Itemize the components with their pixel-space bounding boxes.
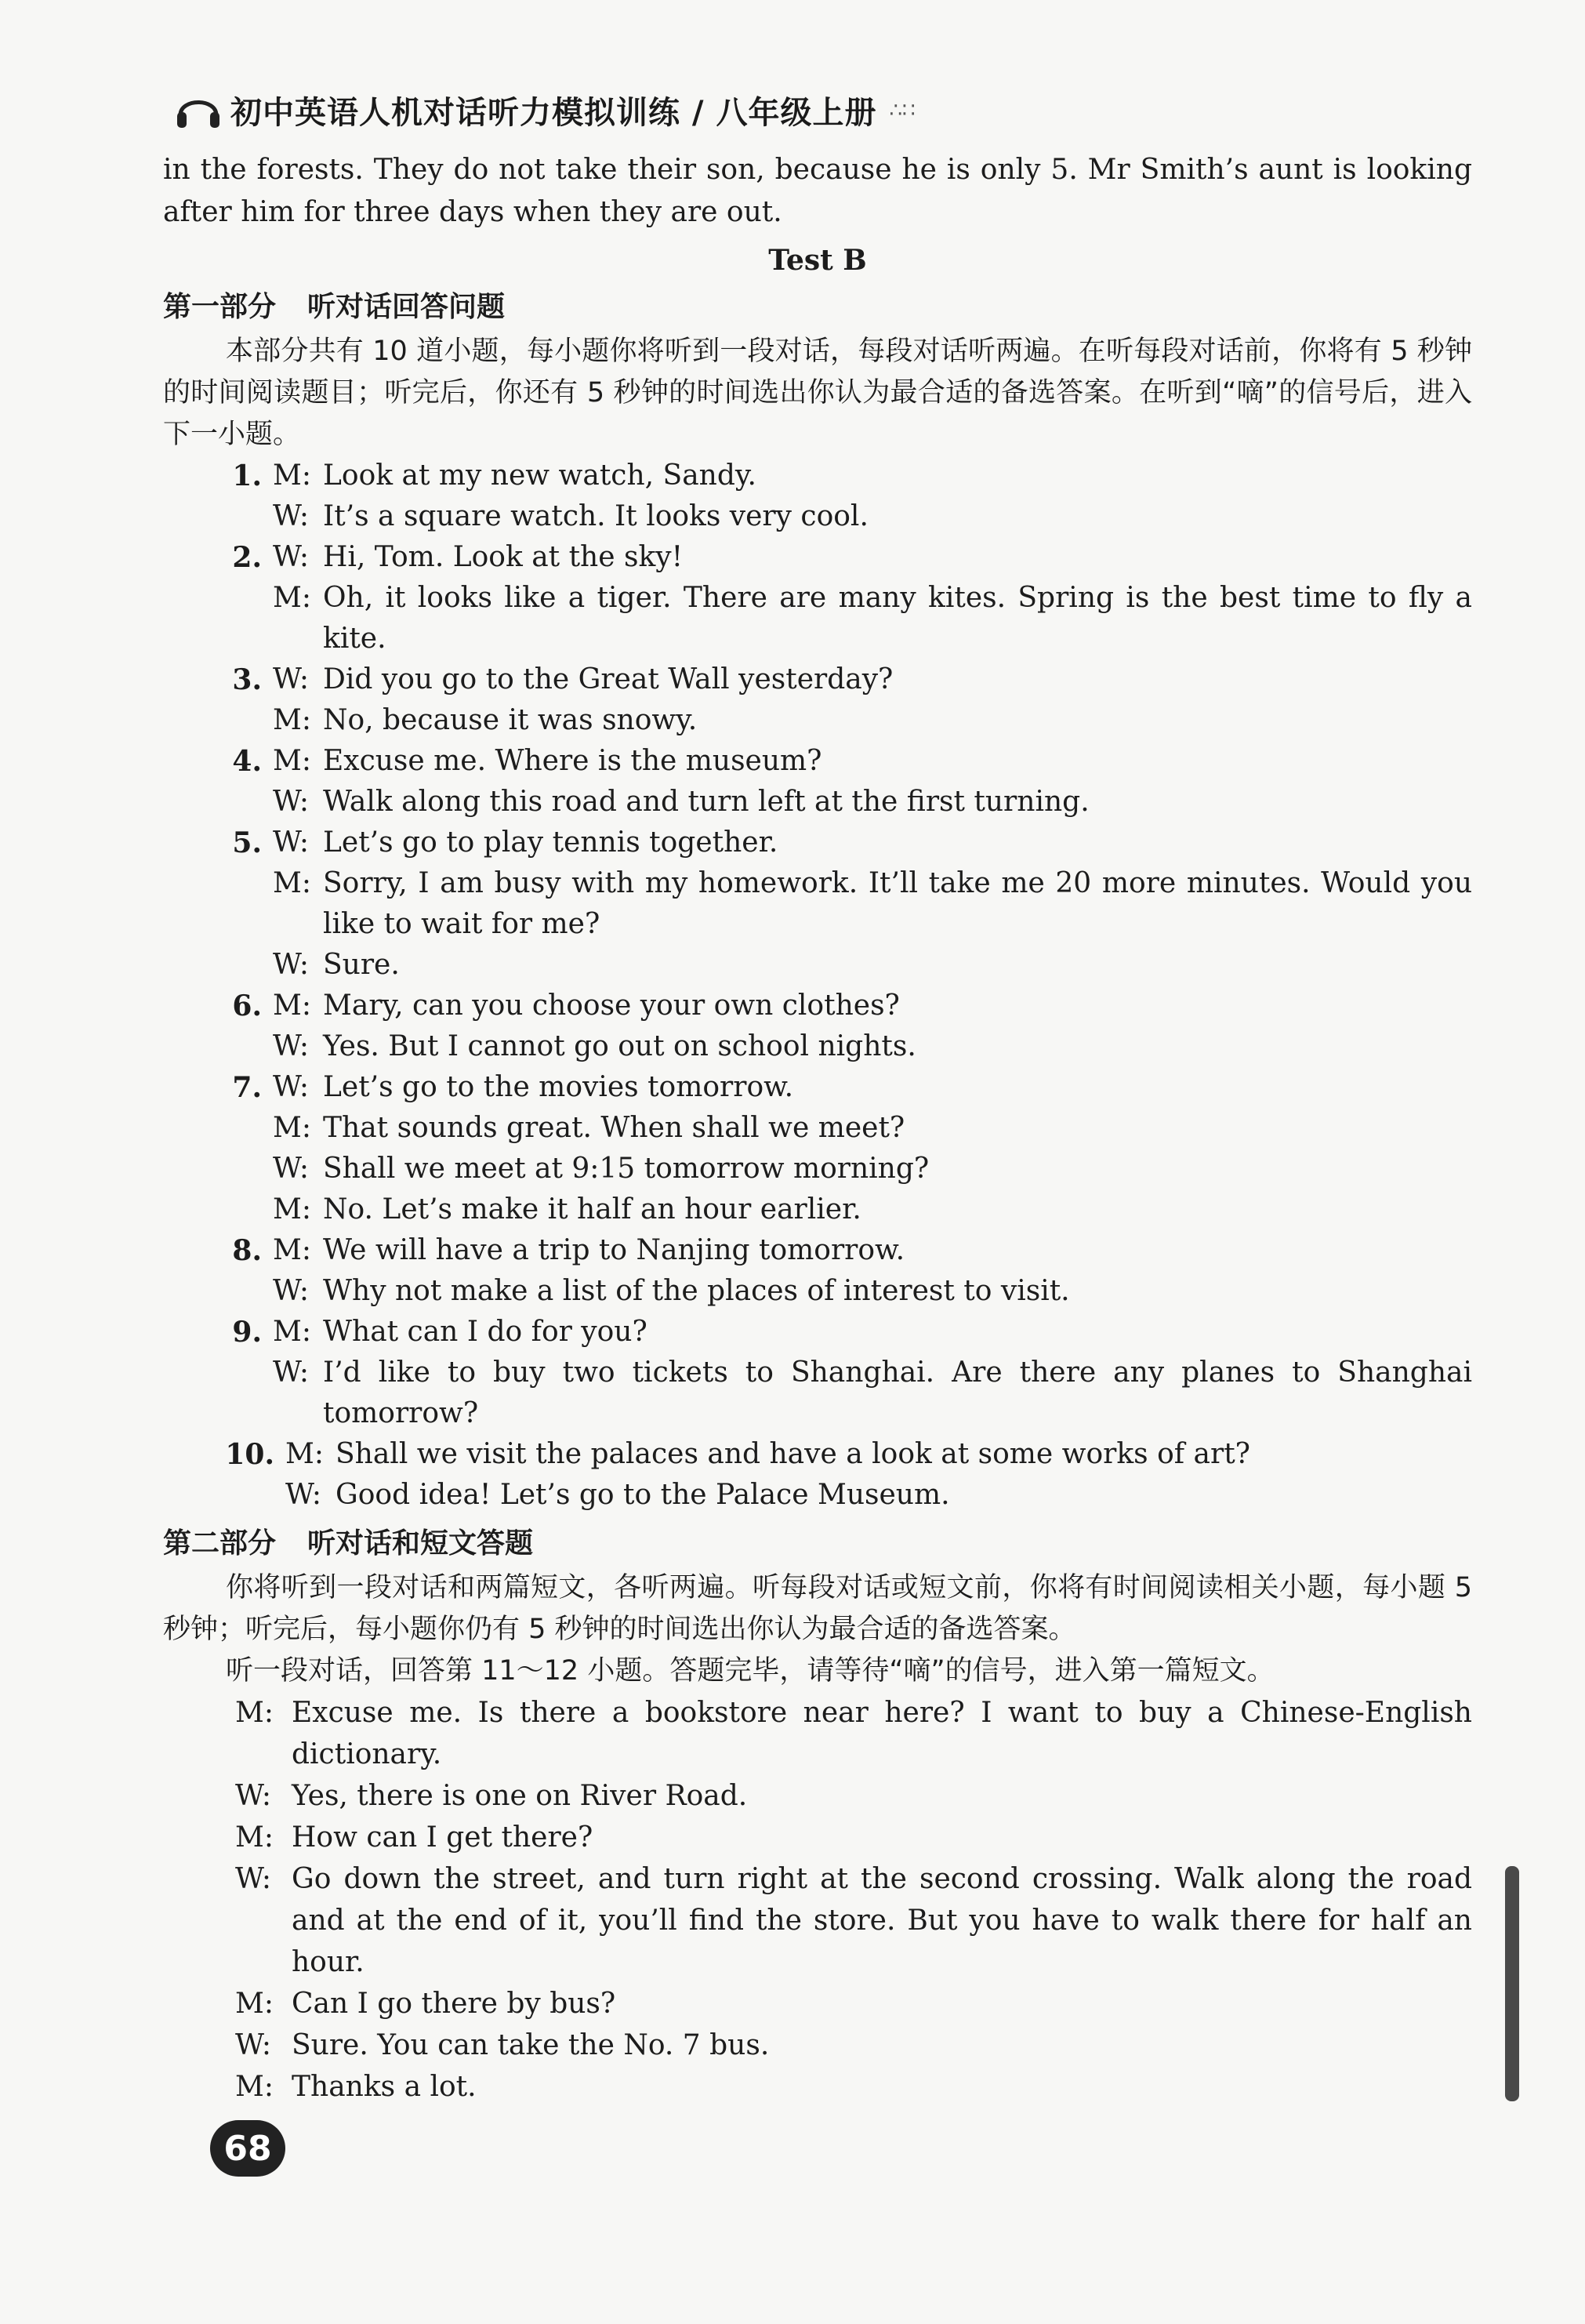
speaker-label: M: [273, 582, 311, 614]
question-number: 8. [232, 1234, 262, 1267]
book-title: 初中英语人机对话听力模拟训练 / 八年级上册 [230, 95, 877, 131]
utterance-text: Sorry, I am busy with my homework. It’ll take me 20 more minutes. Would you like to wait for me? [323, 867, 1472, 940]
dialogue-line [235, 2066, 1472, 2108]
utterance-text: How can I get there? [292, 1821, 593, 1854]
utterance-text: Shall we meet at 9:15 tomorrow morning? [323, 1153, 930, 1185]
utterance-text: It’s a square watch. It looks very cool. [323, 500, 869, 532]
part1-heading [163, 285, 1472, 329]
headphones-icon [174, 89, 223, 133]
dialogue-line [273, 456, 1472, 496]
dialogue-lines [273, 986, 1472, 1067]
dialogue-line [235, 2024, 1472, 2066]
utterance-text: Excuse me. Where is the museum? [323, 745, 822, 777]
part2-sub-instruction: 听一段对话，回答第 11～12 小题。答题完毕，请等待“嘀”的信号，进入第一篇短文。 [226, 1655, 1275, 1687]
dialogue-line [235, 1817, 1472, 1858]
question-number: 9. [232, 1316, 262, 1349]
dialogue-lines [273, 1312, 1472, 1434]
dialogue-line [285, 1475, 1472, 1516]
utterance-text: Oh, it looks like a tiger. There are many kites. Spring is the best time to fly a kite. [323, 582, 1472, 655]
dialogue-lines [273, 1230, 1472, 1312]
dialogue-line [273, 1026, 1472, 1067]
speaker-label: W: [273, 1275, 310, 1307]
utterance-text: Go down the street, and turn right at the second crossing. Walk along the road and at the end of it, you’ll find the store. But you have to walk there for half an hour. [292, 1863, 1472, 1978]
dialogue-line [273, 578, 1472, 659]
dialogue-lines [273, 1067, 1472, 1230]
page-edge-mark [1505, 1866, 1519, 2101]
dialogue-line [273, 1149, 1472, 1189]
dialogue-lines [273, 537, 1472, 659]
dialogue-line [235, 1692, 1472, 1775]
dialogue-line [235, 1775, 1472, 1817]
dialogue-lines [273, 741, 1472, 822]
dialogue-line [273, 1189, 1472, 1230]
speaker-label: W: [273, 949, 310, 981]
speaker-label: M: [235, 1821, 274, 1854]
utterance-text: Did you go to the Great Wall yesterday? [323, 663, 894, 695]
utterance-text: Hi, Tom. Look at the sky! [323, 541, 684, 573]
utterance-text: Walk along this road and turn left at the first turning. [323, 786, 1090, 818]
speaker-label: M: [235, 2071, 274, 2103]
question-item [163, 456, 1472, 537]
dialogue-line [273, 537, 1472, 578]
part2-instructions: 你将听到一段对话和两篇短文，各听两遍。听每段对话或短文前，你将有时间阅读相关小题，每小题 5 秒钟；听完后，每小题你仍有 5 秒钟的时间选出你认为最合适的备选答案。 [163, 1572, 1472, 1645]
part2-dialogue [163, 1692, 1472, 2108]
utterance-text: Sure. [323, 949, 400, 981]
utterance-text: Excuse me. Is there a bookstore near here? I want to buy a Chinese-English dictionary. [292, 1697, 1472, 1770]
speaker-label: W: [235, 1863, 272, 1895]
part1-items [163, 456, 1472, 1516]
speaker-label: W: [273, 663, 310, 695]
utterance-text: Shall we visit the palaces and have a look at some works of art? [335, 1438, 1250, 1470]
question-number: 10. [225, 1438, 274, 1471]
utterance-text: Yes, there is one on River Road. [292, 1780, 748, 1812]
speaker-label: M: [273, 867, 311, 899]
question-number: 5. [232, 826, 262, 859]
speaker-label: M: [273, 1234, 311, 1266]
part1-label: 第一部分 [163, 291, 277, 323]
question-item [163, 822, 1472, 986]
dialogue-line [273, 1108, 1472, 1149]
question-item [163, 741, 1472, 822]
question-item [163, 1434, 1472, 1516]
dialogue-line [273, 1067, 1472, 1108]
speaker-label: M: [273, 1193, 311, 1226]
utterance-text: Sure. You can take the No. 7 bus. [292, 2029, 770, 2061]
speaker-label: W: [273, 1153, 310, 1185]
dialogue-line [235, 1858, 1472, 1983]
speaker-label: M: [273, 990, 311, 1022]
speaker-label: M: [235, 1697, 274, 1729]
speaker-label: M: [235, 1988, 274, 2020]
dialogue-lines [273, 456, 1472, 537]
utterance-text: Let’s go to the movies tomorrow. [323, 1071, 794, 1103]
speaker-label: M: [273, 459, 311, 492]
running-header [174, 88, 916, 133]
dialogue-line [273, 782, 1472, 822]
dialogue-line [273, 945, 1472, 986]
test-title: Test B [768, 244, 867, 277]
speaker-label: W: [273, 1071, 310, 1103]
utterance-text: No. Let’s make it half an hour earlier. [323, 1193, 861, 1226]
part1-instructions: 本部分共有 10 道小题，每小题你将听到一段对话，每段对话听两遍。在听每段对话前，你将有 5 秒钟的时间阅读题目；听完后，你还有 5 秒钟的时间选出你认为最合适的备选答案。在听到“嘀”的信号后，进入下一小题。 [163, 336, 1472, 450]
speaker-label: W: [235, 1780, 272, 1812]
utterance-text: What can I do for you? [323, 1316, 647, 1348]
question-item [163, 1067, 1472, 1230]
question-item [163, 1312, 1472, 1434]
speaker-label: W: [285, 1479, 322, 1511]
question-item [163, 659, 1472, 741]
question-number: 4. [232, 745, 262, 778]
speaker-label: M: [273, 1316, 311, 1348]
part2-heading [163, 1522, 1472, 1566]
question-number: 3. [232, 663, 262, 696]
speaker-label: W: [273, 1030, 310, 1062]
question-item [163, 537, 1472, 659]
header-ornament: ∴∷ [889, 98, 916, 122]
utterance-text: Good idea! Let’s go to the Palace Museum. [335, 1479, 950, 1511]
speaker-label: M: [273, 704, 311, 736]
question-number: 7. [232, 1071, 262, 1104]
utterance-text: Why not make a list of the places of interest to visit. [323, 1275, 1070, 1307]
speaker-label: W: [235, 2029, 272, 2061]
question-item [163, 1230, 1472, 1312]
question-number: 2. [232, 541, 262, 574]
dialogue-lines [273, 659, 1472, 741]
dialogue-line [273, 659, 1472, 700]
dialogue-line [235, 1983, 1472, 2024]
utterance-text: Thanks a lot. [292, 2071, 477, 2103]
utterance-text: Mary, can you choose your own clothes? [323, 990, 900, 1022]
speaker-label: M: [273, 1112, 311, 1144]
utterance-text: Yes. But I cannot go out on school nights. [323, 1030, 916, 1062]
continued-passage: in the forests. They do not take their son, because he is only 5. Mr Smith’s aunt is looking after him for three days when they are out. [163, 154, 1472, 228]
part2-title: 听对话和短文答题 [307, 1527, 534, 1560]
speaker-label: W: [273, 826, 310, 859]
part1-title: 听对话回答问题 [307, 291, 506, 323]
dialogue-line [273, 863, 1472, 945]
dialogue-line [273, 1353, 1472, 1434]
dialogue-line [273, 1271, 1472, 1312]
speaker-label: M: [285, 1438, 324, 1470]
page-number: 68 [210, 2120, 285, 2177]
dialogue-line [273, 496, 1472, 537]
utterance-text: I’d like to buy two tickets to Shanghai. Are there any planes to Shanghai tomorrow? [323, 1356, 1472, 1429]
utterance-text: No, because it was snowy. [323, 704, 698, 736]
utterance-text: Look at my new watch, Sandy. [323, 459, 756, 492]
speaker-label: M: [273, 745, 311, 777]
utterance-text: Can I go there by bus? [292, 1988, 616, 2020]
dialogue-line [285, 1434, 1472, 1475]
dialogue-line [273, 700, 1472, 741]
dialogue-lines [285, 1434, 1472, 1516]
utterance-text: Let’s go to play tennis together. [323, 826, 778, 859]
speaker-label: W: [273, 541, 310, 573]
dialogue-line [273, 1230, 1472, 1271]
question-number: 6. [232, 990, 262, 1022]
dialogue-line [273, 1312, 1472, 1353]
dialogue-line [273, 986, 1472, 1026]
part2-label: 第二部分 [163, 1527, 277, 1560]
dialogue-line [273, 822, 1472, 863]
dialogue-lines [273, 822, 1472, 986]
speaker-label: W: [273, 1356, 310, 1389]
speaker-label: W: [273, 786, 310, 818]
dialogue-line [273, 741, 1472, 782]
question-number: 1. [232, 459, 262, 492]
question-item [163, 986, 1472, 1067]
utterance-text: That sounds great. When shall we meet? [323, 1112, 905, 1144]
page-content [163, 149, 1472, 2108]
utterance-text: We will have a trip to Nanjing tomorrow. [323, 1234, 905, 1266]
speaker-label: W: [273, 500, 310, 532]
